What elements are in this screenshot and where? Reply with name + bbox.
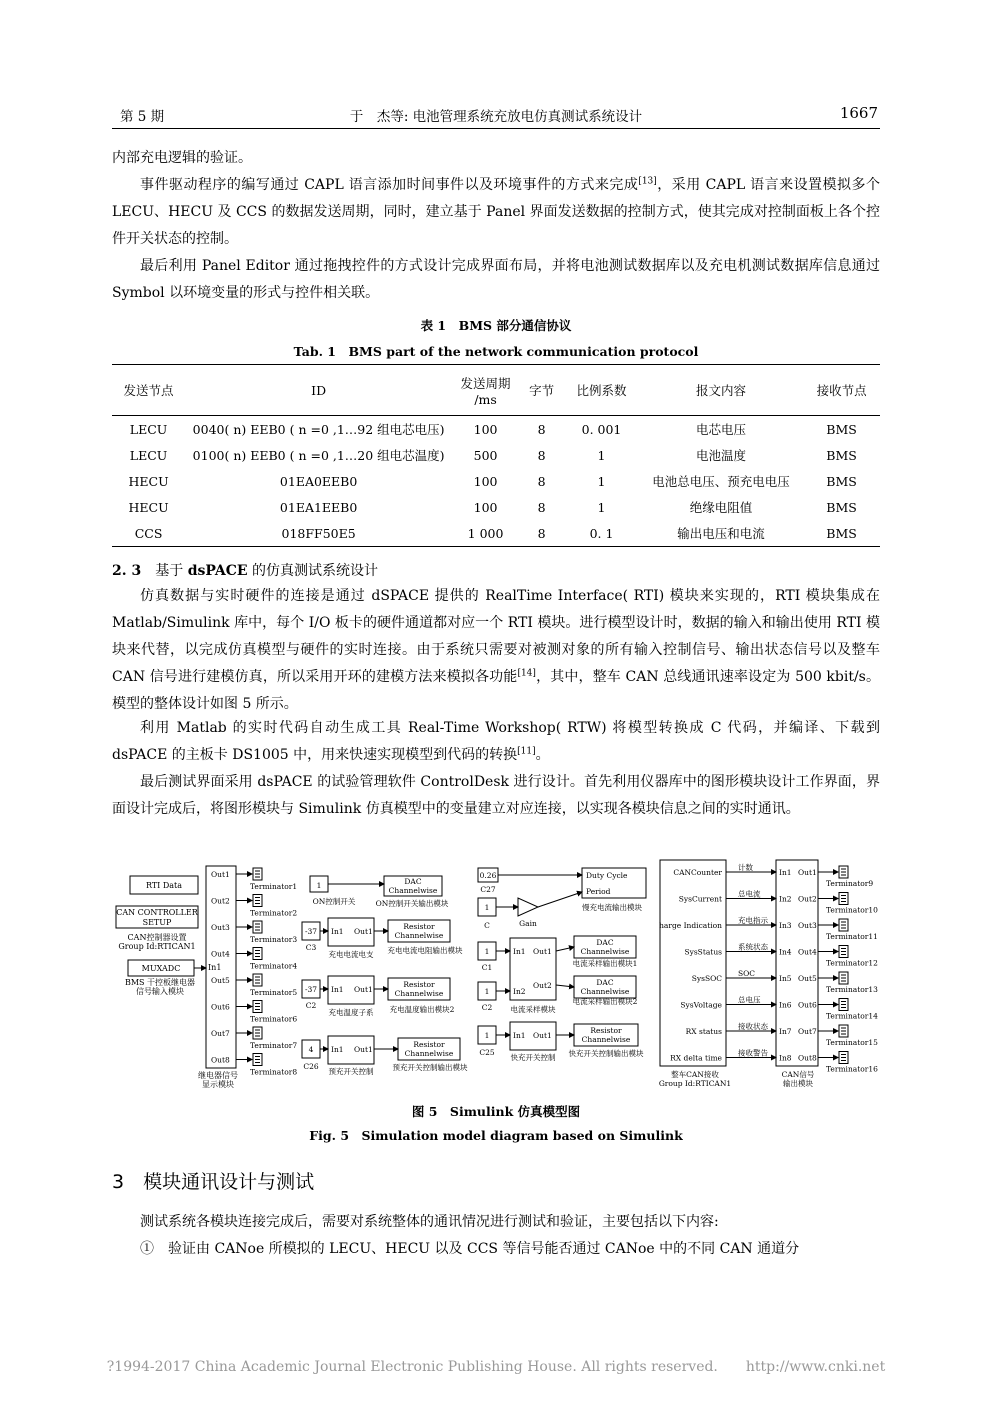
sub-in-label: In5 xyxy=(779,974,792,983)
sub-in-label: In7 xyxy=(779,1027,792,1036)
res1-text-1: Resistor xyxy=(403,922,435,931)
can-signal-label: CANCounter xyxy=(673,868,722,877)
table-row: LECU 0100( n) EEB0 ( n =0 ,1…20 组电芯温度) 500 8 1 电池温度 BMS xyxy=(129,447,857,463)
res2-label: 充电温度输出模块2 xyxy=(389,1005,455,1014)
res2-text-2: Channelwise xyxy=(394,989,444,998)
c2b-label: C2 xyxy=(481,1003,493,1012)
table-row: HECU 01EA1EEB0 100 8 1 绝缘电阻值 BMS xyxy=(128,499,857,515)
page-number: 1667 xyxy=(839,104,878,122)
can-wire-label: 总电流 xyxy=(738,889,761,899)
table-row: LECU 0040( n) EEB0 ( n =0 ,1…92 组电芯电压) 100 8 0. 001 电芯电压 BMS xyxy=(129,421,857,437)
sub-in-label: In6 xyxy=(779,1000,792,1010)
can-signal-label: RX status xyxy=(685,1027,722,1036)
terminator-label: Terminator16 xyxy=(826,1064,878,1074)
res3-text-1: Resistor xyxy=(413,1040,445,1049)
res4-label: 快充开关控制输出模块 xyxy=(568,1049,644,1058)
sub-out-label: Out4 xyxy=(798,947,817,957)
terminator-label: Terminator8 xyxy=(250,1067,298,1077)
can-signal-label: SysStatus xyxy=(684,947,722,957)
sub-out-label: Out7 xyxy=(798,1027,817,1036)
can-setup-text-2: SETUP xyxy=(142,918,172,927)
can-out-label-2: 输出模块 xyxy=(783,1079,813,1088)
citation: [14] xyxy=(517,668,536,679)
terminator-label: Terminator7 xyxy=(250,1041,298,1050)
can-signal-label: RX delta time xyxy=(670,1053,722,1063)
cs-out1-text: Out1 xyxy=(354,927,373,936)
can-setup-label-2: Group Id:RTICAN1 xyxy=(118,942,196,951)
muxadc-label-1: BMS 干控板继电器 xyxy=(124,978,196,987)
sub-in-label: In1 xyxy=(779,868,792,877)
sub-out-label: Out2 xyxy=(798,894,817,904)
terminator-label: Terminator14 xyxy=(826,1011,878,1021)
terminator-label: Terminator1 xyxy=(250,882,298,891)
c27-label: C27 xyxy=(480,885,496,894)
res1-label: 充电电流电阻输出模块 xyxy=(387,946,463,955)
gain-block xyxy=(518,898,538,916)
terminator-label: Terminator9 xyxy=(826,879,874,888)
on-switch-label: ON控制开关 xyxy=(312,897,356,906)
can-signal-label: harge Indication xyxy=(659,921,722,930)
terminator-label: Terminator12 xyxy=(826,958,878,968)
fast-in1-text: In1 xyxy=(513,1031,526,1040)
can-wire-label: 系统状态 xyxy=(738,942,768,952)
figure-caption-cn: 图 5 Simulink 仿真模型图 xyxy=(411,1104,581,1119)
table-row: CCS 018FF50E5 1 000 8 0. 1 输出电压和电流 BMS xyxy=(112,520,880,547)
relay-label-1: 继电器信号 xyxy=(198,1071,238,1080)
can-out-label-1: CAN信号 xyxy=(781,1070,815,1079)
c37a-text: -37 xyxy=(304,927,318,936)
col-period: 发送周期 /ms xyxy=(452,365,519,416)
can-wire-label: 接收状态 xyxy=(738,1022,768,1031)
citation: [11] xyxy=(517,746,536,757)
terminator-label: Terminator6 xyxy=(250,1014,298,1024)
can-recv-label-1: 整车CAN接收 xyxy=(671,1070,719,1079)
cs-in1-text: In1 xyxy=(331,927,344,936)
charge-current-label: 充电电流电支 xyxy=(328,950,374,959)
duty-text: Duty Cycle xyxy=(586,871,628,880)
res2-text-1: Resistor xyxy=(403,980,435,989)
col-scale: 比例系数 xyxy=(564,365,639,416)
dac3-text-1: DAC xyxy=(596,978,614,987)
collect-in1-text: In1 xyxy=(513,947,526,956)
col-bytes: 字节 xyxy=(519,365,564,416)
simulink-model-figure xyxy=(112,858,880,1098)
header-rule xyxy=(112,128,880,129)
c1-label: C1 xyxy=(481,963,493,972)
paragraph-3: 最后利用 Panel Editor 通过拖拽控件的方式设计完成界面布局，并将电池测试数据库以及充电机测试数据库信息通过 Symbol 以环境变量的形式与控件相关联。 xyxy=(112,258,880,301)
precharge-label: 预充开关控制 xyxy=(328,1067,374,1076)
terminator-label: Terminator3 xyxy=(250,935,298,944)
table-row: HECU 01EA0EEB0 100 8 1 电池总电压、预充电电压 BMS xyxy=(128,473,857,489)
terminator-label: Terminator2 xyxy=(250,908,298,918)
res3-label: 预充开关控制输出模块 xyxy=(392,1063,468,1072)
paragraph-5: 利用 Matlab 的实时代码自动生成工具 Real-Time Workshop( RTW) 将模型转换成 C 代码，并编译、下载到 dsPACE 的主板卡 DS1005 中，用来快速实现模型到代码的转换[11]。 xyxy=(112,720,880,763)
relay-out-label: Out4 xyxy=(211,949,230,959)
sub-out-label: Out3 xyxy=(798,921,817,930)
can-wire-label: 接收警告 xyxy=(738,1048,768,1058)
relay-out-label: Out6 xyxy=(211,1002,230,1012)
paragraph-4: 仿真数据与实时硬件的连接是通过 dSPACE 提供的 RealTime Interface( RTI) 模块来实现的，RTI 模块集成在 Matlab/Simulink 库中，每个 I/O 板卡的硬件通道都对应一个 RTI 模块。进行模型设计时，数据的输入和输出使用 RTI 模块来代替，以完成仿真模型与硬件的实时连接。由于系统只需要对被测对象的所有输入控制信号、输出状态信号以及整车 CAN 信号进行建模仿真，所以采用开环的建模方法来模拟各功能[14]，其中，整车 CAN 总线通讯速率设定为 500 kbit/s。模型的整体设计如图 5 所示。 xyxy=(112,588,881,712)
sub-out-label: Out8 xyxy=(798,1053,817,1063)
table-caption-cn: 表 1 BMS 部分通信协议 xyxy=(420,318,572,333)
c37b-text: -37 xyxy=(304,985,318,994)
protocol-table xyxy=(112,364,880,547)
can-wire-label: 总电压 xyxy=(738,995,761,1005)
paragraph-6: 最后测试界面采用 dsPACE 的试验管理软件 ControlDesk 进行设计。首先利用仪器库中的图形模块设计工作界面，界面设计完成后，将图形模块与 Simulink 仿真模型中的变量建立对应连接，以实现各模块信息之间的实时通讯。 xyxy=(112,774,880,817)
can-signal-label: SysSOC xyxy=(691,974,722,983)
can-wire-label: SOC xyxy=(738,969,756,978)
paragraph-7: 测试系统各模块连接完成后，需要对系统整体的通讯情况进行测试和验证，主要包括以下内容: xyxy=(140,1214,719,1230)
relay-in1-text: In1 xyxy=(208,963,222,972)
c4-text: 4 xyxy=(308,1045,314,1054)
citation: [13] xyxy=(638,176,657,187)
col-content: 报文内容 xyxy=(639,365,803,416)
pwm-label: 慢充电流输出模块 xyxy=(582,903,642,912)
one-c25-text: 1 xyxy=(484,1031,490,1040)
c-label: C xyxy=(484,921,490,930)
muxadc-label-2: 信号输入模块 xyxy=(136,987,184,996)
can-signal-label: SysVoltage xyxy=(680,1000,722,1010)
res4-text-2: Channelwise xyxy=(581,1035,631,1044)
table-caption-en: Tab. 1 BMS part of the network communication protocol xyxy=(293,344,699,359)
col-receive-node: 接收节点 xyxy=(803,365,880,416)
can-signal-label: SysCurrent xyxy=(678,894,722,904)
res1-text-2: Channelwise xyxy=(394,931,444,940)
sub-in-label: In4 xyxy=(779,947,792,957)
relay-label-2: 显示模块 xyxy=(202,1080,234,1089)
sub-in-label: In8 xyxy=(779,1053,792,1063)
can-wire-label: 充电指示 xyxy=(738,916,768,925)
collect-label: 电流采样模块 xyxy=(510,1005,556,1014)
sub-in-label: In2 xyxy=(779,894,792,904)
dac3-text-2: Channelwise xyxy=(580,987,630,996)
c26-label: C26 xyxy=(303,1062,319,1071)
col-id: ID xyxy=(185,365,452,416)
section-2-3-heading: 2. 3 基于 dsPACE 的仿真测试系统设计 xyxy=(112,563,378,579)
gain-label: Gain xyxy=(519,919,537,928)
figure-caption-en: Fig. 5 Simulation model diagram based on Simulink xyxy=(309,1128,683,1143)
relay-out-label: Out7 xyxy=(211,1029,230,1038)
c25-label: C25 xyxy=(479,1048,495,1057)
period-text: Period xyxy=(586,887,611,896)
table-header-row xyxy=(112,365,880,416)
relay-out-label: Out2 xyxy=(211,896,230,906)
pc-in1-text: In1 xyxy=(331,1045,344,1054)
one-c1-text: 1 xyxy=(484,947,490,956)
running-header xyxy=(112,103,880,125)
c2-label: C2 xyxy=(305,1001,317,1010)
ct-out1-text: Out1 xyxy=(354,985,373,994)
one-c2-text: 1 xyxy=(484,987,490,996)
collect-out2-text: Out2 xyxy=(533,981,552,990)
relay-out-label: Out8 xyxy=(211,1055,230,1065)
fast-label: 快充开关控制 xyxy=(510,1053,556,1062)
relay-out-label: Out1 xyxy=(211,870,230,879)
dac1-label: ON控制开关输出模块 xyxy=(375,899,449,908)
const1-text: 1 xyxy=(316,881,322,890)
terminator-label: Terminator13 xyxy=(826,985,878,994)
g1-text: 1 xyxy=(484,903,490,912)
c3-label: C3 xyxy=(305,943,317,952)
col-send-node: 发送节点 xyxy=(112,365,185,416)
relay-out-label: Out3 xyxy=(211,923,230,932)
paragraph-8: ① 验证由 CANoe 所模拟的 LECU、HECU 以及 CCS 等信号能否通过 CANoe 中的不同 CAN 通道分 xyxy=(140,1241,800,1257)
dac2-text-1: DAC xyxy=(596,938,614,947)
section-3-heading: 3 模块通讯设计与测试 xyxy=(112,1171,315,1193)
charge-temp-label: 充电温度子系 xyxy=(328,1008,374,1017)
dac2-label: 电流采样输出模块1 xyxy=(572,959,638,968)
terminator-label: Terminator11 xyxy=(826,932,878,941)
can-setup-label-1: CAN控制器设置 xyxy=(127,933,187,942)
ct-in1-text: In1 xyxy=(331,985,344,994)
terminator-label: Terminator15 xyxy=(826,1038,878,1047)
sub-out-label: Out1 xyxy=(798,868,817,877)
can-recv-label-2: Group Id:RTICAN1 xyxy=(658,1079,732,1088)
c026-text: 0.26 xyxy=(479,871,497,880)
dac2-text-2: Channelwise xyxy=(580,947,630,956)
running-title: 于 杰等: 电池管理系统充放电仿真测试系统设计 xyxy=(349,109,643,125)
collect-out1-text: Out1 xyxy=(533,947,552,956)
dac3-label: 电流采样输出模块2 xyxy=(572,997,638,1006)
dac1-text-2: Channelwise xyxy=(388,886,438,895)
issue-number: 第 5 期 xyxy=(120,109,165,125)
dac1-text-1: DAC xyxy=(404,877,422,886)
copyright-footer: ?1994-2017 China Academic Journal Electronic Publishing House. All rights reserved. http://www.cnki.net xyxy=(106,1359,886,1375)
sub-out-label: Out5 xyxy=(798,974,817,983)
sub-out-label: Out6 xyxy=(798,1000,817,1010)
relay-out-label: Out5 xyxy=(211,976,230,985)
res4-text-1: Resistor xyxy=(590,1026,622,1035)
terminator-label: Terminator4 xyxy=(250,961,298,971)
res3-text-2: Channelwise xyxy=(404,1049,454,1058)
collect-in2-text: In2 xyxy=(513,987,526,996)
terminator-label: Terminator5 xyxy=(250,988,298,997)
paragraph-2: 事件驱动程序的编写通过 CAPL 语言添加时间事件以及环境事件的方式来完成[13]，采用 CAPL 语言来设置模拟多个 LECU、HECU 及 CCS 的数据发送周期，同时，建立基于 Panel 界面发送数据的控制方式，使其完成对控制面板上各个控件开关状态的控制。 xyxy=(112,176,880,247)
pc-out1-text: Out1 xyxy=(354,1045,373,1054)
can-setup-text-1: CAN CONTROLLER xyxy=(116,908,198,917)
paragraph-1: 内部充电逻辑的验证。 xyxy=(112,150,252,166)
terminator-label: Terminator10 xyxy=(826,905,878,915)
sub-in-label: In3 xyxy=(779,921,792,930)
rti-data-text: RTI Data xyxy=(145,881,183,890)
fast-out1-text: Out1 xyxy=(533,1031,552,1040)
can-wire-label: 计数 xyxy=(738,863,753,872)
muxadc-text: MUXADC xyxy=(141,964,181,973)
